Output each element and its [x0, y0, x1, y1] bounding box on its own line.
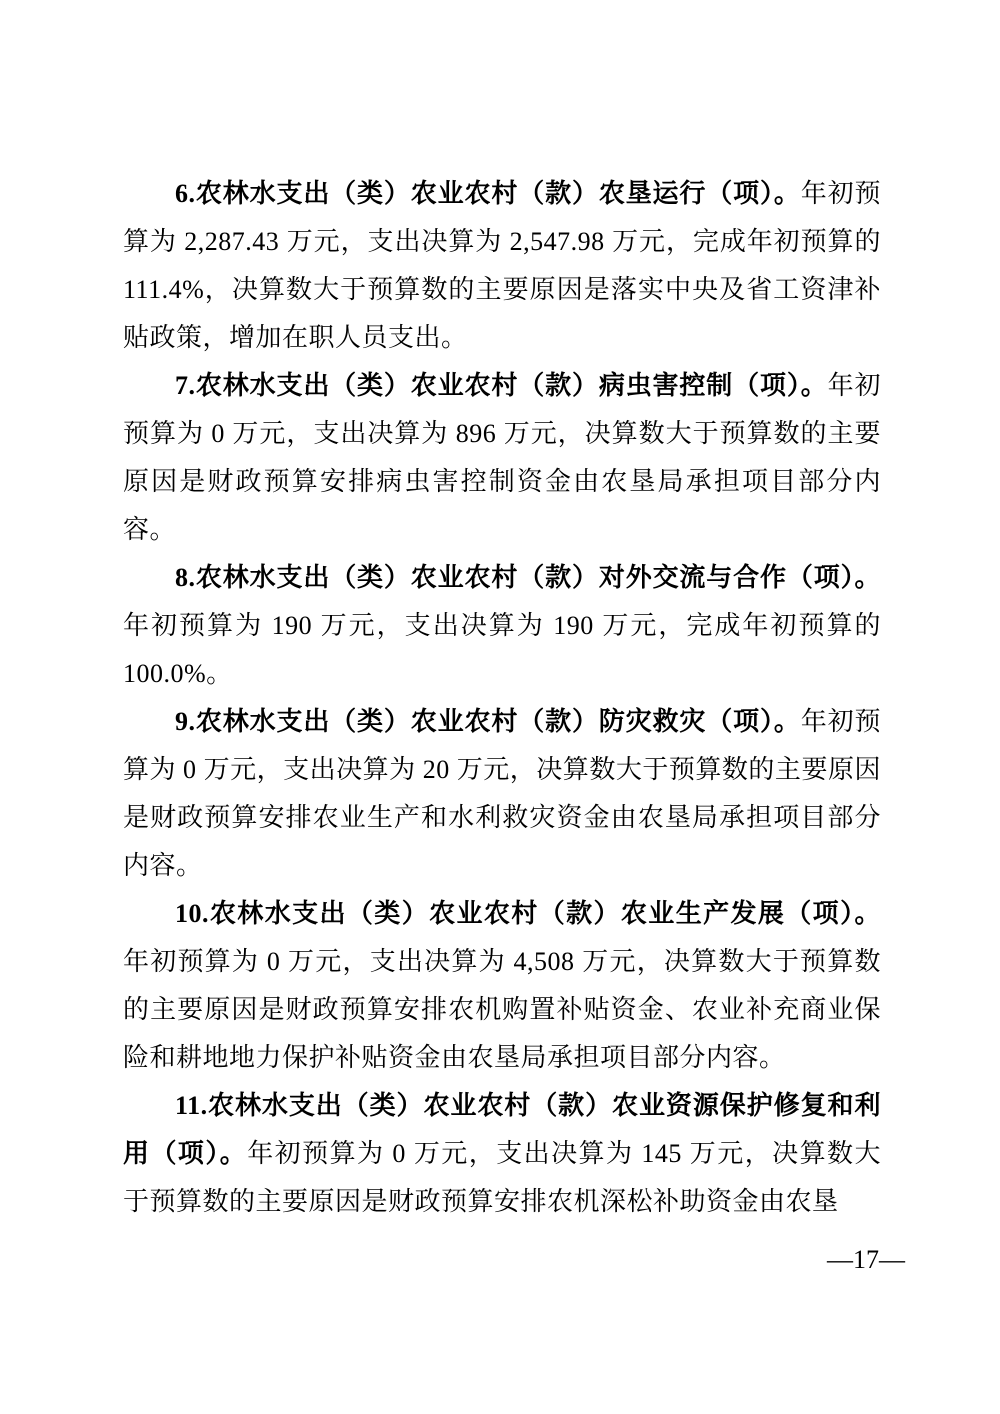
paragraph-body: 年初预算为 190 万元，支出决算为 190 万元，完成年初预算的 100.0%。	[123, 611, 881, 688]
paragraph-item-6	[123, 170, 881, 362]
paragraph-body: 年初预算为 0 万元，支出决算为 4,508 万元，决算数大于预算数的主要原因是财政预算安排农机购置补贴资金、农业补充商业保险和耕地地力保护补贴资金由农垦局承担项目部分内容。	[123, 947, 881, 1072]
paragraph-item-11	[123, 1082, 881, 1226]
paragraph-body: 年初预算为 0 万元，支出决算为 896 万元，决算数大于预算数的主要原因是财政预算安排病虫害控制资金由农垦局承担项目部分内容。	[123, 371, 881, 544]
paragraph-body: 年初预算为 2,287.43 万元，支出决算为 2,547.98 万元，完成年初预算的 111.4%，决算数大于预算数的主要原因是落实中央及省工资津补贴政策，增加在职人员支出。	[123, 179, 881, 352]
paragraph-heading: 11.农林水支出（类）农业农村（款）农业资源保护修复和利用（项）。	[123, 1091, 881, 1168]
paragraph-heading: 7.农林水支出（类）农业农村（款）病虫害控制（项）。	[175, 371, 828, 400]
page-number: —17—	[827, 1245, 905, 1274]
paragraph-heading: 10.农林水支出（类）农业农村（款）农业生产发展（项）。	[175, 899, 881, 928]
paragraph-body: 年初预算为 0 万元，支出决算为 20 万元，决算数大于预算数的主要原因是财政预算安排农业生产和水利救灾资金由农垦局承担项目部分内容。	[123, 707, 881, 880]
paragraph-item-10	[123, 890, 881, 1082]
paragraph-item-9	[123, 698, 881, 890]
paragraph-body: 年初预算为 0 万元，支出决算为 145 万元，决算数大于预算数的主要原因是财政预算安排农机深松补助资金由农垦	[123, 1139, 881, 1216]
paragraph-item-7	[123, 362, 881, 554]
document-body	[123, 170, 881, 1226]
paragraph-heading: 6.农林水支出（类）农业农村（款）农垦运行（项）。	[175, 179, 801, 208]
paragraph-heading: 8.农林水支出（类）农业农村（款）对外交流与合作（项）。	[175, 563, 881, 592]
paragraph-item-8	[123, 554, 881, 698]
paragraph-heading: 9.农林水支出（类）农业农村（款）防灾救灾（项）。	[175, 707, 801, 736]
